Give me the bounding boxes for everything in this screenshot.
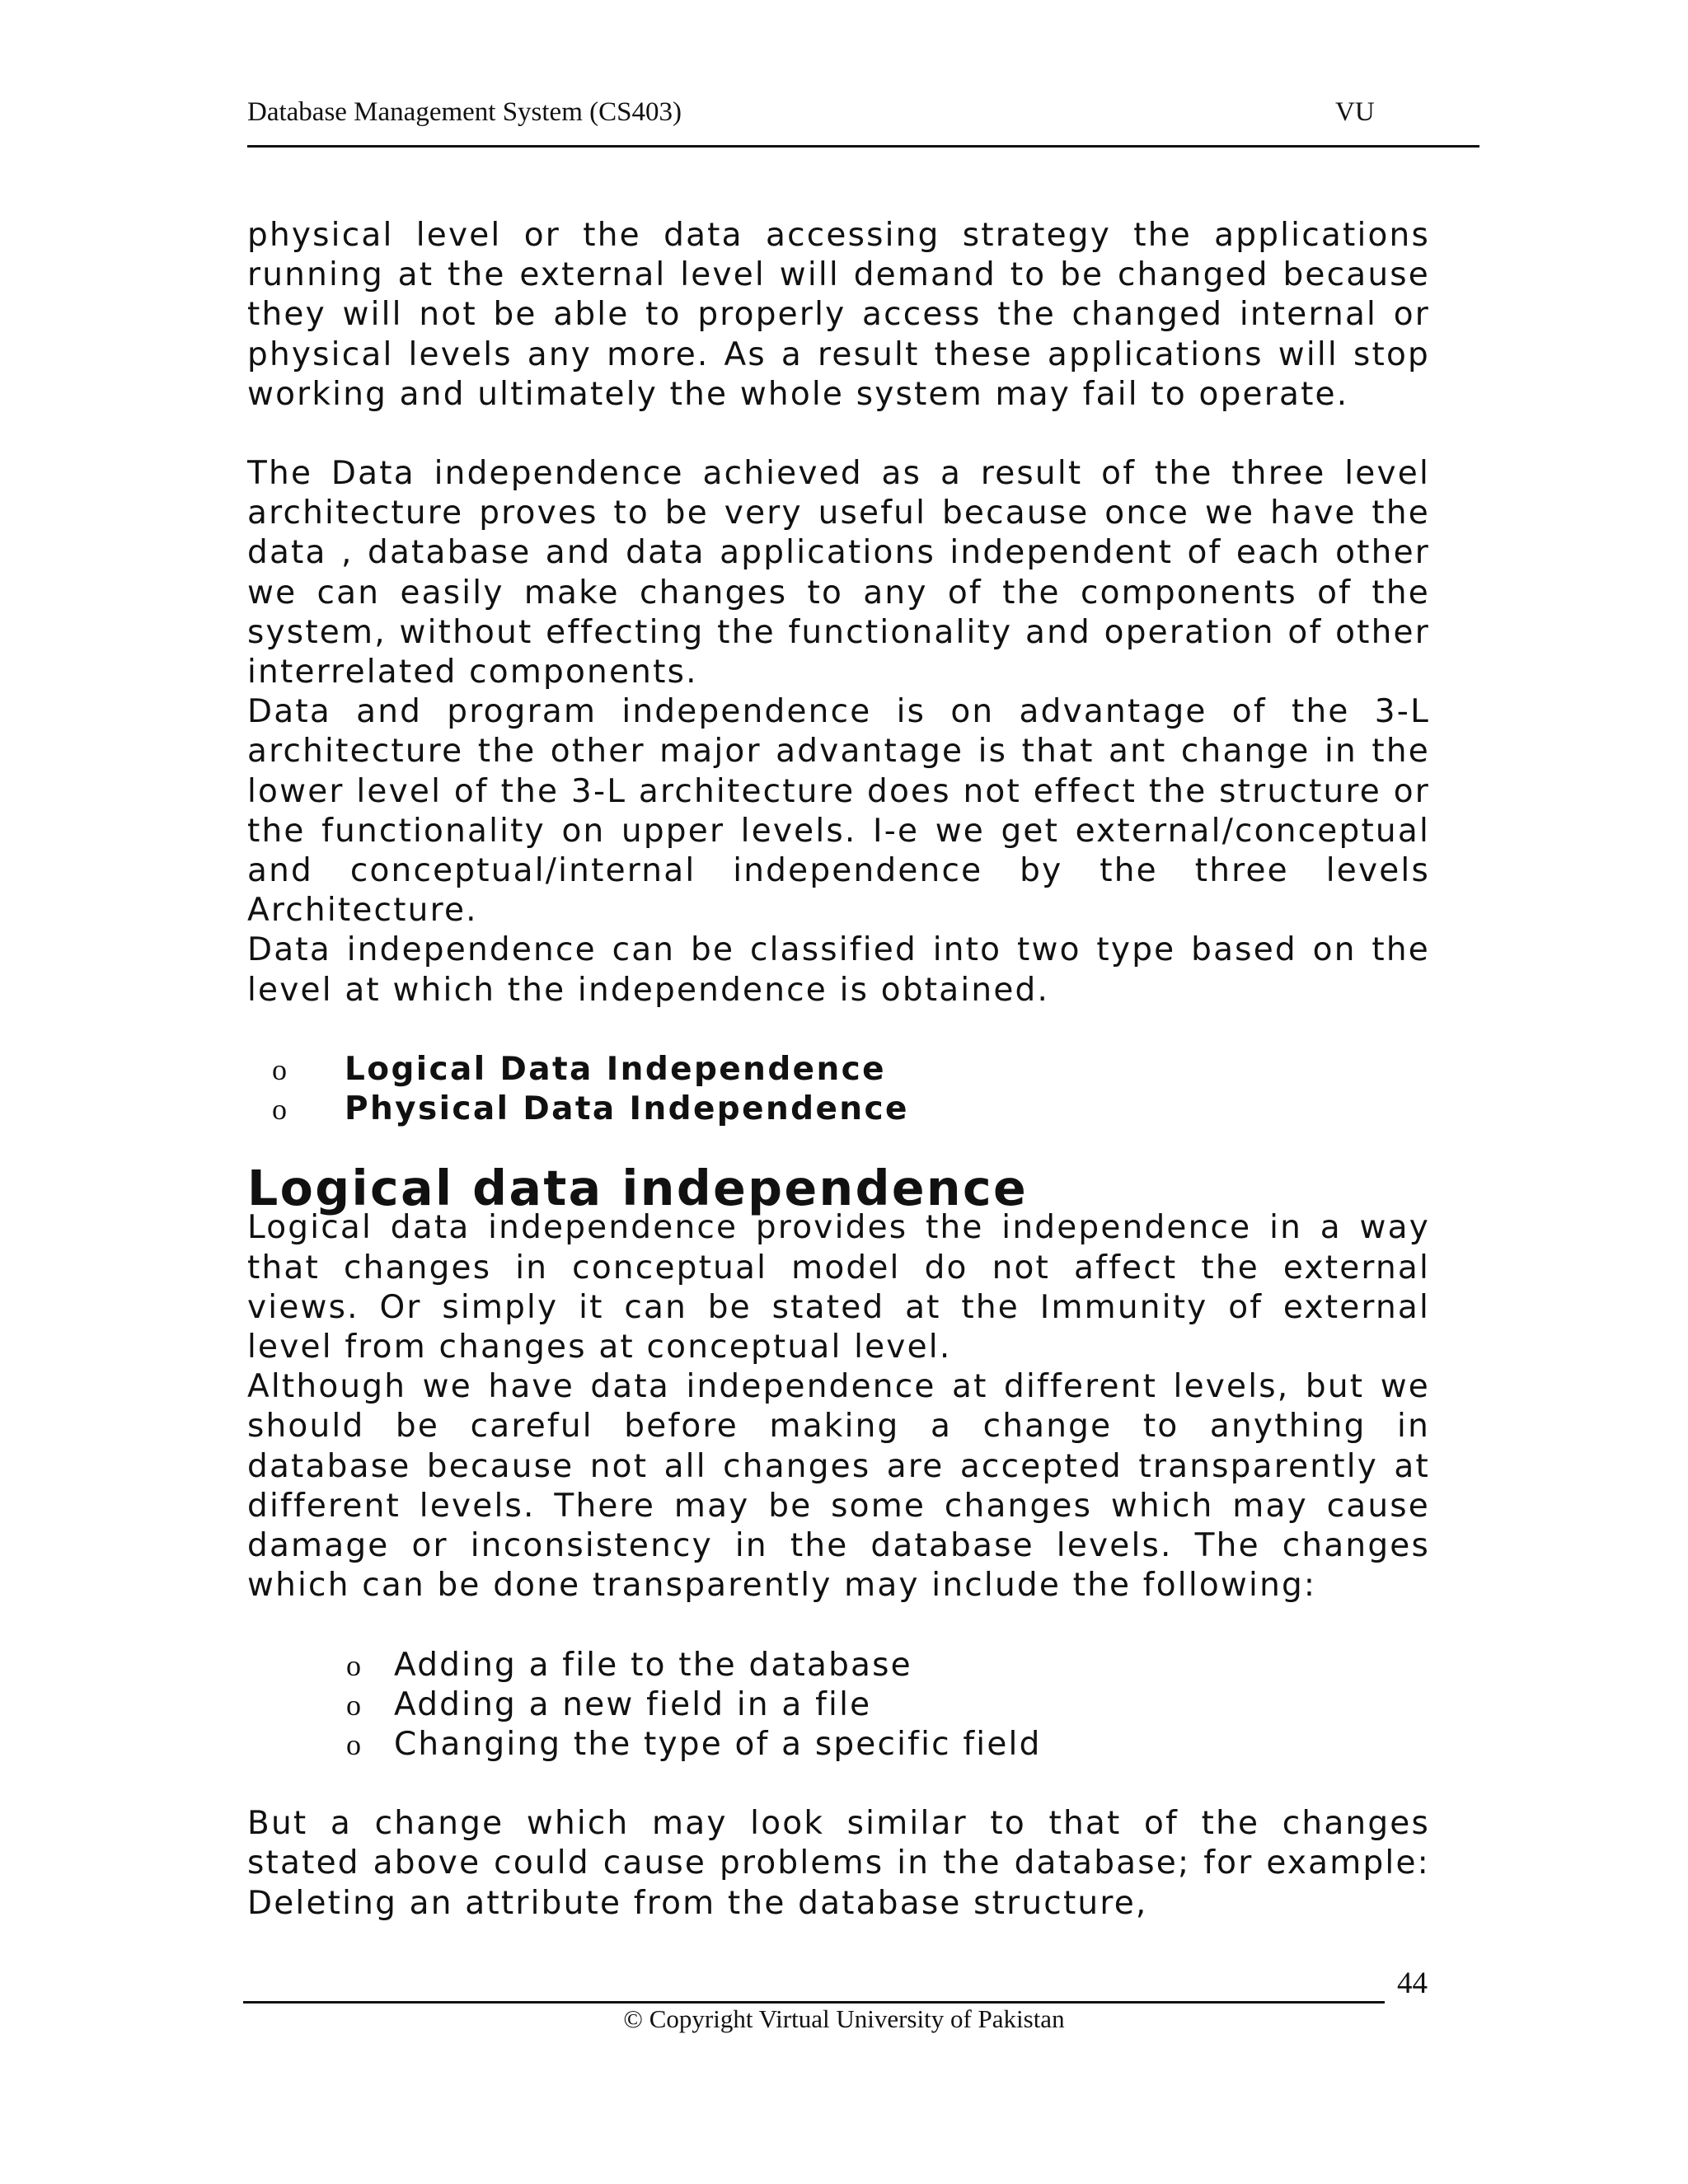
bullet-marker: o (346, 1688, 361, 1722)
paragraph-continuation: physical level or the data accessing strategy the applications running at the external level will demand to be changed because they will not be able to properly access the changed internal or physical levels any more. As a result these applications will stop working and ultimately the whole system may fail to operate. (247, 217, 1430, 413)
list-item (247, 1646, 1430, 1685)
paragraph-data-independence: The Data independence achieved as a result of the three level architecture proves to be very useful because once we have the data , database and data applications independent of each other we can easily make changes to any of the components of the system, without effecting the functionality and operation of other interrelated components. (247, 455, 1430, 691)
list-item-label: Changing the type of a specific field (394, 1725, 1042, 1763)
paragraph-problem-example: But a change which may look similar to that of the changes stated above could cause problems in the database; for example: Deleting an attribute from the database structure, (247, 1805, 1430, 1922)
paragraph-logical-definition: Logical data independence provides the independence in a way that changes in conceptual model do not affect the external views. Or simply it can be stated at the Immunity of external level from changes at conceptual level. (247, 1209, 1430, 1366)
section-heading: Logical data independence (247, 1160, 1029, 1217)
header-title: Database Management System (CS403) (247, 97, 682, 127)
footer-divider (243, 2001, 1385, 2004)
page-number: 44 (1397, 1966, 1428, 2000)
document-body (247, 216, 1430, 1924)
transparent-changes-list (247, 1646, 1430, 1765)
paragraph-program-independence: Data and program independence is on advantage of the 3-L architecture the other major advantage is that ant change in the lower level of the 3-L architecture does not effect the structure or the functionality on upper levels. I-e we get external/conceptual and conceptual/internal independence by the three levels Architecture. (247, 693, 1430, 930)
bullet-marker: o (346, 1648, 361, 1682)
paragraph-gap (247, 1606, 1430, 1646)
bullet-marker: o (272, 1052, 287, 1086)
list-item (247, 1050, 1430, 1090)
list-item (247, 1090, 1430, 1129)
list-item-label: Adding a file to the database (394, 1646, 912, 1684)
list-item (247, 1685, 1430, 1725)
list-item-label: Logical Data Independence (345, 1050, 887, 1088)
header-institution: VU (1335, 97, 1375, 127)
paragraph-caution: Although we have data independence at different levels, but we should be careful before making a change to anything in database because not all changes are accepted transparently at different levels. There may be some changes which may cause damage or inconsistency in the database levels. The changes which can be done transparently may include the following: (247, 1368, 1430, 1605)
paragraph-classification: Data independence can be classified into two type based on the level at which the independence is obtained. (247, 931, 1430, 1009)
bullet-marker: o (272, 1093, 287, 1127)
bullet-marker: o (346, 1727, 361, 1761)
paragraph-gap (247, 1010, 1430, 1050)
independence-types-list (247, 1050, 1430, 1129)
list-item (247, 1725, 1430, 1765)
header-divider (247, 145, 1479, 148)
paragraph-gap (247, 1765, 1430, 1804)
copyright-notice: © Copyright Virtual University of Pakistan (623, 2004, 1065, 2033)
list-item-label: Physical Data Independence (345, 1090, 909, 1128)
paragraph-gap (247, 415, 1430, 454)
list-item-label: Adding a new field in a file (394, 1685, 872, 1723)
